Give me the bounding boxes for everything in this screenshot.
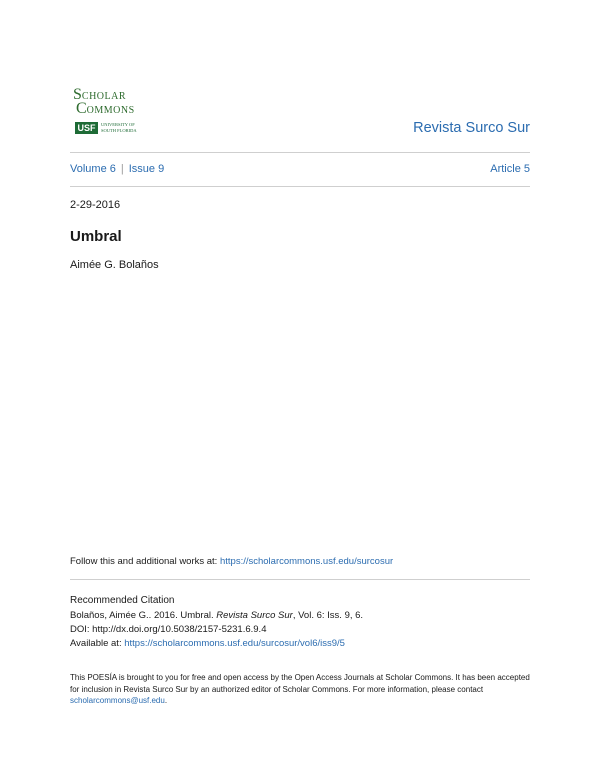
footer-end: . [164,696,168,705]
footer-text: This POESÍA is brought to you for free and open access by the Open Access Journals at Scholar Commons. It has been accepted for inclusion in Revista Surco Sur by an authorized editor of Scholar Commons. For more information, please contact [70,673,530,694]
publication-date: 2-29-2016 [70,199,121,211]
citation-prefix: Bolaños, Aimée G.. 2016. Umbral. [70,610,217,621]
divider [70,579,530,580]
available-at-link[interactable]: https://scholarcommons.usf.edu/surcosur/vol6/iss9/5 [124,638,345,649]
available-label: Available at: [70,638,125,649]
usf-university-text [101,122,137,133]
volume-issue-line [70,163,164,175]
footer-notice [70,672,540,707]
follow-label: Follow this and additional works at: [70,556,220,567]
divider [70,152,530,153]
logo-commons [76,100,135,118]
logo-scholar-initial: S [73,86,82,103]
divider [70,186,530,187]
volume-issue-separator: | [120,163,124,175]
author-name: Aimée G. Bolaños [70,259,159,271]
doi-line: DOI: http://dx.doi.org/10.5038/2157-5231.6.9.4 [70,624,267,635]
follow-works-line [70,556,393,567]
journal-title-link[interactable]: Revista Surco Sur [413,120,530,136]
citation-journal: Revista Surco Sur [216,610,293,621]
follow-works-link[interactable]: https://scholarcommons.usf.edu/surcosur [219,556,394,567]
logo-scholar-rest: CHOLAR [81,91,127,102]
article-number-link[interactable]: Article 5 [490,163,530,175]
usf-university-line1: UNIVERSITY OF [101,122,135,127]
citation-suffix: , Vol. 6: Iss. 9, 6. [292,610,364,621]
citation-block [70,609,363,651]
logo-commons-initial: C [76,100,87,117]
available-line [70,637,363,651]
article-title: Umbral [70,228,122,245]
contact-email-link[interactable]: scholarcommons@usf.edu [70,696,165,705]
citation-line [70,609,363,623]
logo-commons-rest: OMMONS [86,105,135,116]
usf-badge: USF [75,122,98,134]
scholar-commons-logo[interactable] [73,84,163,134]
volume-link[interactable]: Volume 6 [70,163,116,175]
issue-link[interactable]: Issue 9 [128,163,165,175]
usf-university-line2: SOUTH FLORIDA [101,127,137,133]
recommended-citation-heading: Recommended Citation [70,595,175,606]
